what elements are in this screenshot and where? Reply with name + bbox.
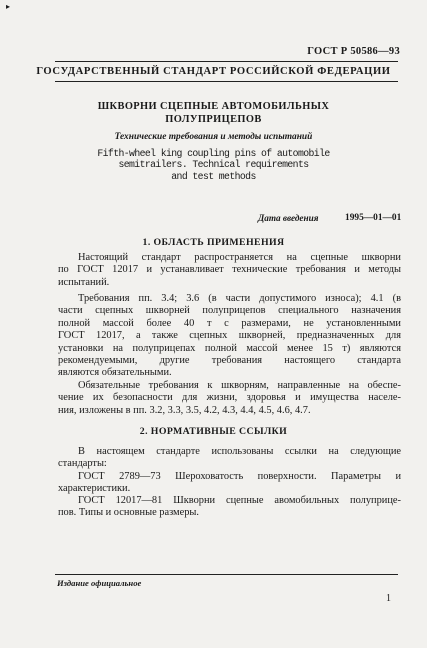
footer-rule (55, 574, 398, 575)
text-line: стандарты: (58, 458, 107, 470)
header-rule-bottom (55, 81, 398, 82)
text-line: Настоящий стандарт распространяется на сцепные шкворни (78, 252, 401, 263)
text-line: Требования пп. 3.4; 3.6 (в части допустимого износа); 4.1 (в (78, 293, 401, 304)
english-title-line-1: Fifth-wheel king coupling pins of automobile (97, 148, 330, 159)
title-line-1: ШКВОРНИ СЦЕПНЫЕ АВТОМОБИЛЬНЫХ (97, 101, 330, 112)
effective-date-value: 1995—01—01 (345, 213, 402, 223)
text-line: пов. Типы и основные размеры. (58, 507, 200, 519)
section-1-heading: 1. ОБЛАСТЬ ПРИМЕНЕНИЯ (142, 237, 285, 248)
corner-mark: ▸ (6, 2, 11, 11)
text-line: рекомендуемыми, другие требования настоящего стандарта (58, 355, 401, 367)
document-title (0, 100, 427, 126)
section-1-paragraph-1 (58, 252, 401, 289)
english-title (0, 148, 427, 182)
state-standard-title: ГОСУДАРСТВЕННЫЙ СТАНДАРТ РОССИЙСКОЙ ФЕДЕРАЦИИ (36, 66, 391, 77)
section-2-paragraph-3 (58, 495, 401, 520)
section-2-heading: 2. НОРМАТИВНЫЕ ССЫЛКИ (139, 426, 288, 437)
text-line: характеристики. (58, 483, 131, 495)
text-line: являются обязательными. (58, 367, 172, 379)
text-line: ГОСТ 12017, а также сцепных шкворней, предназначенных для (58, 330, 401, 342)
section-1-paragraph-2 (58, 293, 401, 380)
text-line: В настоящем стандарте использованы ссылки на следующие (78, 446, 401, 457)
section-2-paragraph-2 (58, 471, 401, 496)
text-line: полной массой более 40 т с размерами, не установленными (58, 317, 401, 329)
english-title-line-2: semitrailers. Technical requirements (118, 159, 309, 171)
header-rule-top (55, 61, 398, 62)
text-line: части сцепных шкворней полуприцепов специального назначения (58, 305, 401, 317)
effective-date-label: Дата введения (258, 213, 319, 223)
text-line: ГОСТ 2789—73 Шероховатость поверхности. Параметры и (78, 471, 401, 482)
official-edition-label: Издание официальное (57, 578, 142, 588)
text-line: Обязательные требования к шкворням, направленные на обеспе- (78, 380, 401, 391)
text-line: ГОСТ 12017—81 Шкворни сцепные авомобильных полуприце- (78, 495, 401, 506)
text-line: установки на полуприцепах полной массой менее 15 т) являются (58, 342, 401, 354)
title-line-2: ПОЛУПРИЦЕПОВ (165, 114, 262, 125)
text-line: по ГОСТ 12017 и устанавливает технические требования и методы (58, 264, 401, 276)
page-number: 1 (386, 593, 391, 604)
section-2-paragraph-1 (58, 446, 401, 471)
text-line: чение их безопасности для жизни, здоровья и имущества населе- (58, 392, 401, 404)
english-title-line-3: and test methods (171, 170, 256, 182)
gost-code: ГОСТ Р 50586—93 (307, 46, 400, 57)
document-subtitle: Технические требования и методы испытаний (114, 132, 313, 142)
text-line: испытаний. (58, 276, 110, 288)
text-line: ния, изложены в пп. 3.2, 3.3, 3.5, 4.2, 4.3, 4.4, 4.5, 4.6, 4.7. (58, 404, 311, 416)
section-1-paragraph-3 (58, 380, 401, 417)
